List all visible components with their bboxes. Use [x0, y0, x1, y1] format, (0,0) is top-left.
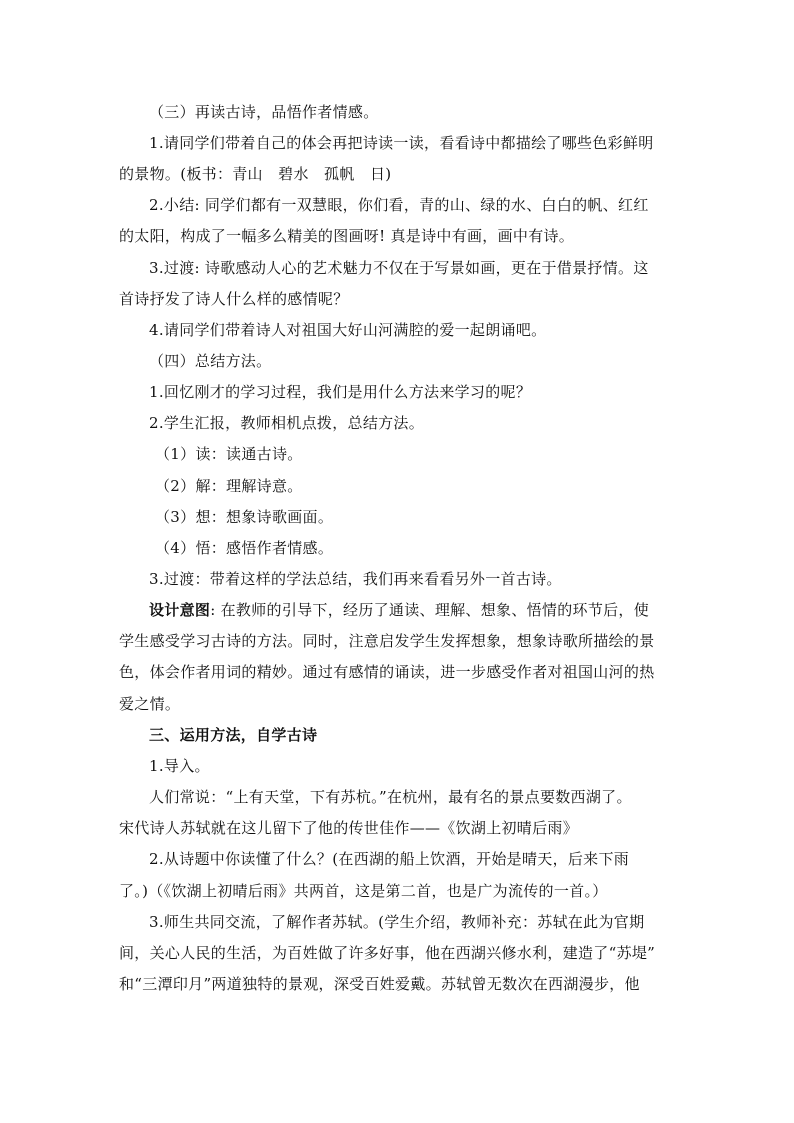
paragraph-line: 色，体会作者用词的精妙。通过有感情的诵读，进一步感受作者对祖国山河的热 — [119, 663, 655, 681]
method-item: （4）悟：感悟作者情感。 — [155, 539, 334, 557]
paragraph-line: 间，关心人民的生活，为百姓做了许多好事，他在西湖兴修水利，建造了“苏堤” — [119, 944, 656, 962]
paragraph-line: 2.小结: 同学们都有一双慧眼，你们看，青的山、绿的水、白白的帆、红红 — [149, 196, 649, 214]
paragraph-line: 和“三潭印月”两道独特的景观，深受百姓爱戴。苏轼曾无数次在西湖漫步，他 — [119, 975, 640, 993]
part-3-heading: 三、运用方法，自学古诗 — [149, 726, 318, 744]
method-item: （2）解：理解诗意。 — [155, 477, 303, 495]
paragraph-line: 3.师生共同交流，了解作者苏轼。(学生介绍，教师补充：苏轼在此为官期 — [149, 913, 645, 931]
paragraph-line: 2.学生汇报，教师相机点拨，总结方法。 — [149, 414, 425, 432]
design-intent-text: : 在教师的引导下，经历了通读、理解、想象、悟情的环节后，使 — [210, 601, 650, 619]
design-intent-line — [149, 595, 675, 626]
paragraph-line: 宋代诗人苏轼就在这儿留下了他的传世佳作——《饮湖上初晴后雨》 — [119, 819, 579, 837]
paragraph-line: 爱之情。 — [119, 695, 181, 713]
paragraph-line: 的太阳，构成了一幅多么精美的图画呀! 真是诗中有画，画中有诗。 — [119, 227, 575, 245]
paragraph-line: 3.过渡：带着这样的学法总结，我们再来看看另外一首古诗。 — [149, 570, 562, 588]
paragraph-line: 1.回忆刚才的学习过程，我们是用什么方法来学习的呢？ — [149, 383, 532, 401]
paragraph-line: 1.导入。 — [149, 757, 210, 775]
section-4-heading: （四）总结方法。 — [149, 352, 272, 370]
paragraph-line: 1.请同学们带着自己的体会再把诗读一读，看看诗中都描绘了哪些色彩鲜明 — [149, 134, 654, 152]
section-3-heading: （三）再读古诗，品悟作者情感。 — [149, 103, 379, 121]
method-item: （3）想：想象诗歌画面。 — [155, 508, 334, 526]
paragraph-line: 学生感受学习古诗的方法。同时，注意启发学生发挥想象，想象诗歌所描绘的景 — [119, 632, 655, 650]
paragraph-line: 2.从诗题中你读懂了什么？(在西湖的船上饮酒，开始是晴天，后来下雨 — [149, 850, 630, 868]
paragraph-line: 首诗抒发了诗人什么样的感情呢？ — [119, 290, 349, 308]
paragraph-line: 的景物。(板书：青山 碧水 孤帆 日) — [119, 165, 392, 183]
paragraph-line: 了。)（《饮湖上初晴后雨》共两首，这是第二首，也是广为流传的一首。） — [119, 882, 608, 900]
paragraph-line: 4.请同学们带着诗人对祖国大好山河满腔的爱一起朗诵吧。 — [149, 321, 547, 339]
paragraph-line: 3.过渡: 诗歌感动人心的艺术魅力不仅在于写景如画，更在于借景抒情。这 — [149, 259, 649, 277]
paragraph-line: 人们常说：“上有天堂，下有苏杭。”在杭州，最有名的景点要数西湖了。 — [149, 788, 632, 806]
method-item: （1）读：读通古诗。 — [155, 445, 303, 463]
design-intent-label: 设计意图 — [149, 601, 211, 619]
